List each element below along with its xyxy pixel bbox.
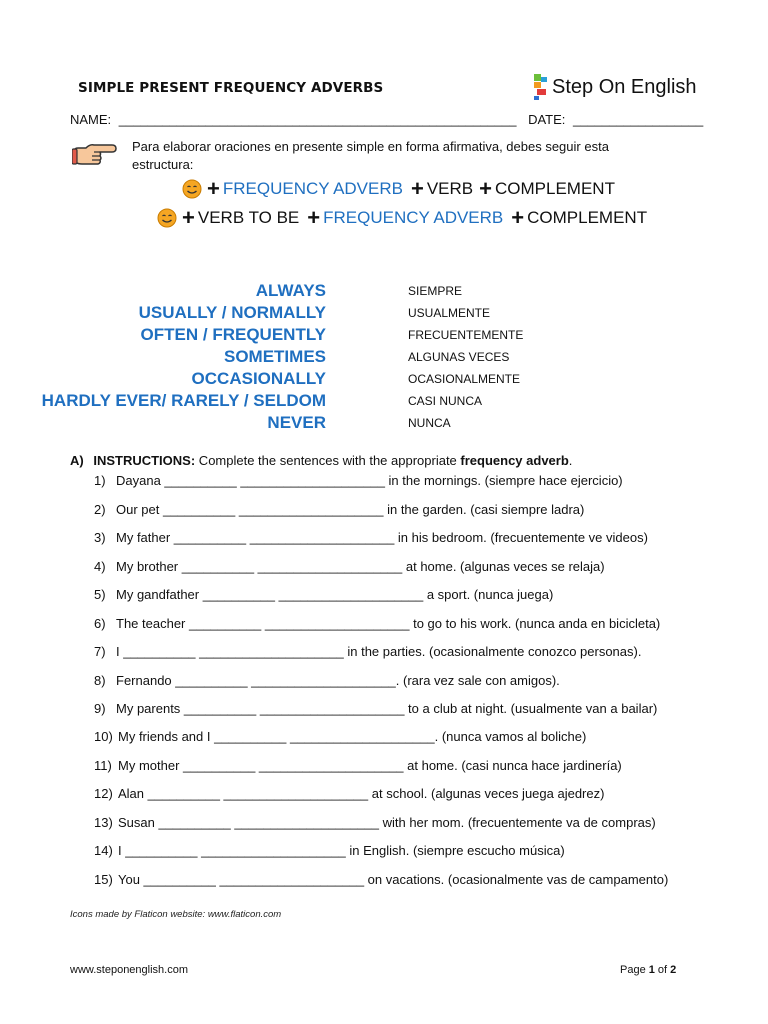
adverb-row xyxy=(0,325,700,347)
exercise-number: 6) xyxy=(94,616,106,631)
instructions-label: INSTRUCTIONS: xyxy=(93,453,196,468)
adverb-row xyxy=(0,347,700,369)
exercise-text: My father __________ ____________________ in his bedroom. (frecuentemente ve videos) xyxy=(116,530,648,545)
exercise-item[interactable] xyxy=(94,644,641,659)
exercise-number: 1) xyxy=(94,473,106,488)
plus-sign: + xyxy=(182,205,195,230)
exercise-text: Susan __________ ____________________ with her mom. (frecuentemente va de compras) xyxy=(118,815,656,830)
plus-sign: + xyxy=(307,205,321,230)
exercise-number: 3) xyxy=(94,530,106,545)
exercise-number: 4) xyxy=(94,559,106,574)
formula-part: FREQUENCY ADVERB xyxy=(222,179,403,198)
exercise-number: 14) xyxy=(94,843,113,858)
exercise-text: My gandfather __________ ____________________ a sport. (nunca juega) xyxy=(116,587,554,602)
exercise-item[interactable] xyxy=(94,786,604,801)
page-current: 1 xyxy=(648,964,655,976)
adverb-english: HARDLY EVER/ RARELY / SELDOM xyxy=(41,391,326,410)
adverb-row xyxy=(0,369,700,391)
exercise-number: 15) xyxy=(94,872,113,887)
instructions-text: Complete the sentences with the appropriate xyxy=(195,453,461,468)
exercise-item[interactable] xyxy=(94,559,605,574)
exercise-item[interactable] xyxy=(94,616,660,631)
adverb-english: NEVER xyxy=(267,413,326,432)
page-label: Page xyxy=(620,964,649,976)
adverb-spanish: FRECUENTEMENTE xyxy=(408,328,524,342)
exercise-number: 8) xyxy=(94,673,106,688)
adverb-english: USUALLY / NORMALLY xyxy=(138,303,326,322)
formula-part: COMPLEMENT xyxy=(527,208,648,227)
name-date-row xyxy=(70,112,703,127)
exercise-item[interactable] xyxy=(94,473,623,488)
exercise-number: 2) xyxy=(94,502,106,517)
exercise-text: Dayana __________ ____________________ in the mornings. (siempre hace ejercicio) xyxy=(116,473,623,488)
adverb-spanish: USUALMENTE xyxy=(408,306,491,320)
exercise-text: My mother __________ ____________________ at home. (casi nunca hace jardinería) xyxy=(118,758,622,773)
exercise-item[interactable] xyxy=(94,587,553,602)
section-letter: A) xyxy=(70,453,84,468)
intro-line-1: Para elaborar oraciones en presente simple en forma afirmativa, debes seguir esta xyxy=(132,139,609,154)
plus-sign: + xyxy=(511,205,525,230)
plus-sign: + xyxy=(410,176,424,201)
exercise-text: My parents __________ ____________________ to a club at night. (usualmente van a bailar) xyxy=(116,701,658,716)
exercise-text: I __________ ____________________ in English. (siempre escucho música) xyxy=(118,843,565,858)
exercise-text: Our pet __________ ____________________ in the garden. (casi siempre ladra) xyxy=(116,502,585,517)
intro-text xyxy=(132,138,672,174)
adverb-english: OFTEN / FREQUENTLY xyxy=(140,325,326,344)
date-label: DATE: xyxy=(528,112,566,127)
brand-logo xyxy=(534,74,697,100)
date-line[interactable]: __________________ xyxy=(573,112,704,127)
logo-icon xyxy=(534,74,548,100)
page-number xyxy=(620,964,676,976)
page-title: SIMPLE PRESENT FREQUENCY ADVERBS xyxy=(78,80,384,96)
adverb-spanish: SIEMPRE xyxy=(408,284,463,298)
adverb-english: ALWAYS xyxy=(255,281,326,300)
exercise-item[interactable] xyxy=(94,872,668,887)
exercise-number: 13) xyxy=(94,815,113,830)
name-label: NAME: xyxy=(70,112,112,127)
adverb-english: OCCASIONALLY xyxy=(191,369,326,388)
icon-credit: Icons made by Flaticon website: www.flaticon.com xyxy=(70,909,282,920)
exercise-text: The teacher __________ ____________________ to go to his work. (nunca anda en bicicleta) xyxy=(116,616,661,631)
brand-name: Step On English xyxy=(552,75,697,98)
adverb-row xyxy=(0,303,700,325)
exercise-number: 9) xyxy=(94,701,106,716)
formula-2 xyxy=(157,207,647,229)
adverb-spanish: ALGUNAS VECES xyxy=(408,350,510,364)
formula-part: FREQUENCY ADVERB xyxy=(323,208,504,227)
exercise-text: I __________ ____________________ in the parties. (ocasionalmente conozco personas). xyxy=(116,644,642,659)
exercise-text: Fernando __________ ____________________. (rara vez sale con amigos). xyxy=(116,673,560,688)
adverb-spanish: OCASIONALMENTE xyxy=(408,372,521,386)
exercise-item[interactable] xyxy=(94,758,622,773)
exercise-item[interactable] xyxy=(94,843,565,858)
exercise-number: 5) xyxy=(94,587,106,602)
exercise-text: My brother __________ ____________________ at home. (algunas veces se relaja) xyxy=(116,559,605,574)
smiley-icon xyxy=(182,179,202,199)
instructions-bold: frequency adverb xyxy=(460,453,569,468)
exercise-item[interactable] xyxy=(94,701,657,716)
formula-1 xyxy=(182,178,615,200)
adverb-english: SOMETIMES xyxy=(223,347,326,366)
formula-part: COMPLEMENT xyxy=(495,179,615,198)
exercise-item[interactable] xyxy=(94,502,584,517)
exercise-text: My friends and I __________ ____________________. (nunca vamos al boliche) xyxy=(118,729,587,744)
adverb-row xyxy=(0,391,700,413)
name-line[interactable]: _______________________________________________________ xyxy=(118,112,517,127)
formula-part: VERB xyxy=(426,179,474,198)
footer-website[interactable]: www.steponenglish.com xyxy=(70,964,189,976)
smiley-icon xyxy=(157,208,177,228)
exercise-item[interactable] xyxy=(94,815,656,830)
adverb-spanish: NUNCA xyxy=(408,416,451,430)
plus-sign: + xyxy=(207,176,220,201)
page-total: 2 xyxy=(670,964,677,976)
exercise-text: You __________ ____________________ on vacations. (ocasionalmente vas de campamento) xyxy=(118,872,669,887)
adverb-spanish: CASI NUNCA xyxy=(408,394,483,408)
exercise-number: 10) xyxy=(94,729,113,744)
exercise-item[interactable] xyxy=(94,673,560,688)
exercise-item[interactable] xyxy=(94,729,586,744)
instructions-end: . xyxy=(568,453,573,468)
exercise-item[interactable] xyxy=(94,530,648,545)
plus-sign: + xyxy=(479,176,492,201)
exercise-number: 12) xyxy=(94,786,113,801)
pointing-hand-icon xyxy=(72,140,118,170)
formula-part: VERB TO BE xyxy=(197,208,300,227)
intro-line-2: estructura: xyxy=(132,157,194,172)
exercise-number: 7) xyxy=(94,644,106,659)
adverb-row xyxy=(0,281,700,303)
exercise-number: 11) xyxy=(94,758,112,773)
page-of: of xyxy=(654,964,671,976)
section-a-heading xyxy=(70,453,572,468)
adverb-row xyxy=(0,413,700,435)
exercise-text: Alan __________ ____________________ at school. (algunas veces juega ajedrez) xyxy=(118,786,605,801)
